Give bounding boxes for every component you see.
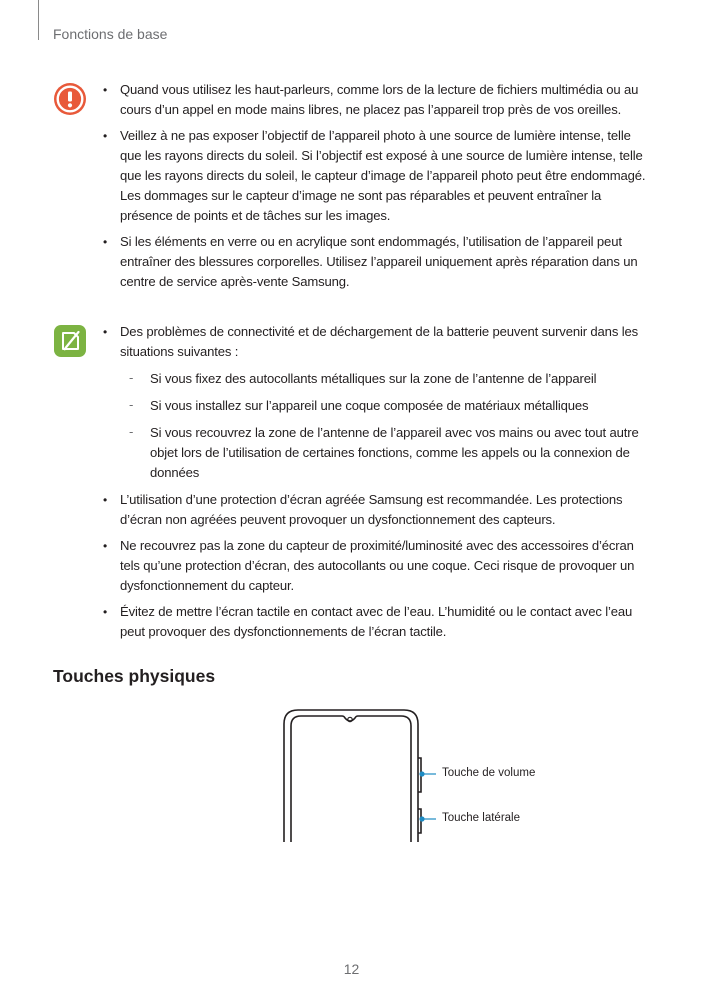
list-item: • Ne recouvrez pas la zone du capteur de proximité/luminosité avec des accessoires d’écran tels qu’une protection d’écran, des autocollants ou une coque. Ceci risque de provoquer un dysfonctionnement du capteur.: [103, 538, 635, 593]
callout-side-key: Touche latérale: [442, 812, 520, 824]
sub-list-item: - Si vous fixez des autocollants métalliques sur la zone de l’antenne de l’appareil: [129, 370, 597, 386]
device-figure: [270, 702, 570, 852]
note-pencil-icon: [53, 324, 87, 358]
sub-list-item: - Si vous installez sur l’appareil une coque composée de matériaux métalliques: [129, 397, 589, 413]
sub-list: [120, 369, 653, 483]
header-divider: [38, 0, 39, 40]
section-title: Touches physiques: [53, 666, 216, 686]
list-item: • Veillez à ne pas exposer l’objectif de l’appareil photo à une source de lumière intense, telle que les rayons directs du soleil. Si l’objectif est exposé à une source de lumière intense, telle que les rayons directs du soleil, le capteur d’image de l’appareil photo peut être endommagé. Les dommages sur le capteur d’image ne sont pas réparables et peuvent entraîner la présence de points et de tâches sur les images.: [103, 128, 646, 223]
page-number: 12: [343, 961, 360, 977]
callout-dot-volume: [419, 771, 424, 776]
callout-dot-side: [419, 816, 424, 821]
callout-volume-key: Touche de volume: [442, 767, 536, 779]
list-item: • Quand vous utilisez les haut-parleurs, comme lors de la lecture de fichiers multimédia ou au cours d’un appel en mode mains libres, ne placez pas l’appareil trop près de vos oreilles.: [103, 82, 639, 117]
page-header-title: Fonctions de base: [53, 26, 168, 42]
caution-exclamation-icon: [53, 82, 87, 116]
list-item: • L’utilisation d’une protection d’écran agréée Samsung est recommandée. Les protections d’écran non agréées peuvent provoquer un dysfonctionnement des capteurs.: [103, 492, 623, 527]
list-item: • Des problèmes de connectivité et de déchargement de la batterie peuvent survenir dans les situations suivantes : - Si vous fixez des autocollants métalliques sur la zone de l’antenne de l’appareil - Si vous installez sur l’appareil une coque composée de matériaux métalliques - Si vous recouvrez la zone de l’antenne de l’appareil avec vos mains ou avec tout autre objet lors de l’utilisation de certaines fonctions, comme les appels ou la connexion de données: [103, 322, 653, 483]
list-item: • Si les éléments en verre ou en acrylique sont endommagés, l’utilisation de l’appareil peut entraîner des blessures corporelles. Utilisez l’appareil uniquement après réparation dans un centre de service après-vente Samsung.: [103, 234, 638, 289]
list-item: • Évitez de mettre l’écran tactile en contact avec de l’eau. L’humidité ou le contact avec l’eau peut provoquer des dysfonctionnements de l’écran tactile.: [103, 604, 633, 639]
note-list: [103, 322, 653, 648]
sub-list-item: - Si vous recouvrez la zone de l’antenne de l’appareil avec vos mains ou avec tout autre objet lors de l’utilisation de certaines fonctions, comme les appels ou la connexion de données: [129, 424, 639, 480]
caution-list: [103, 80, 653, 298]
